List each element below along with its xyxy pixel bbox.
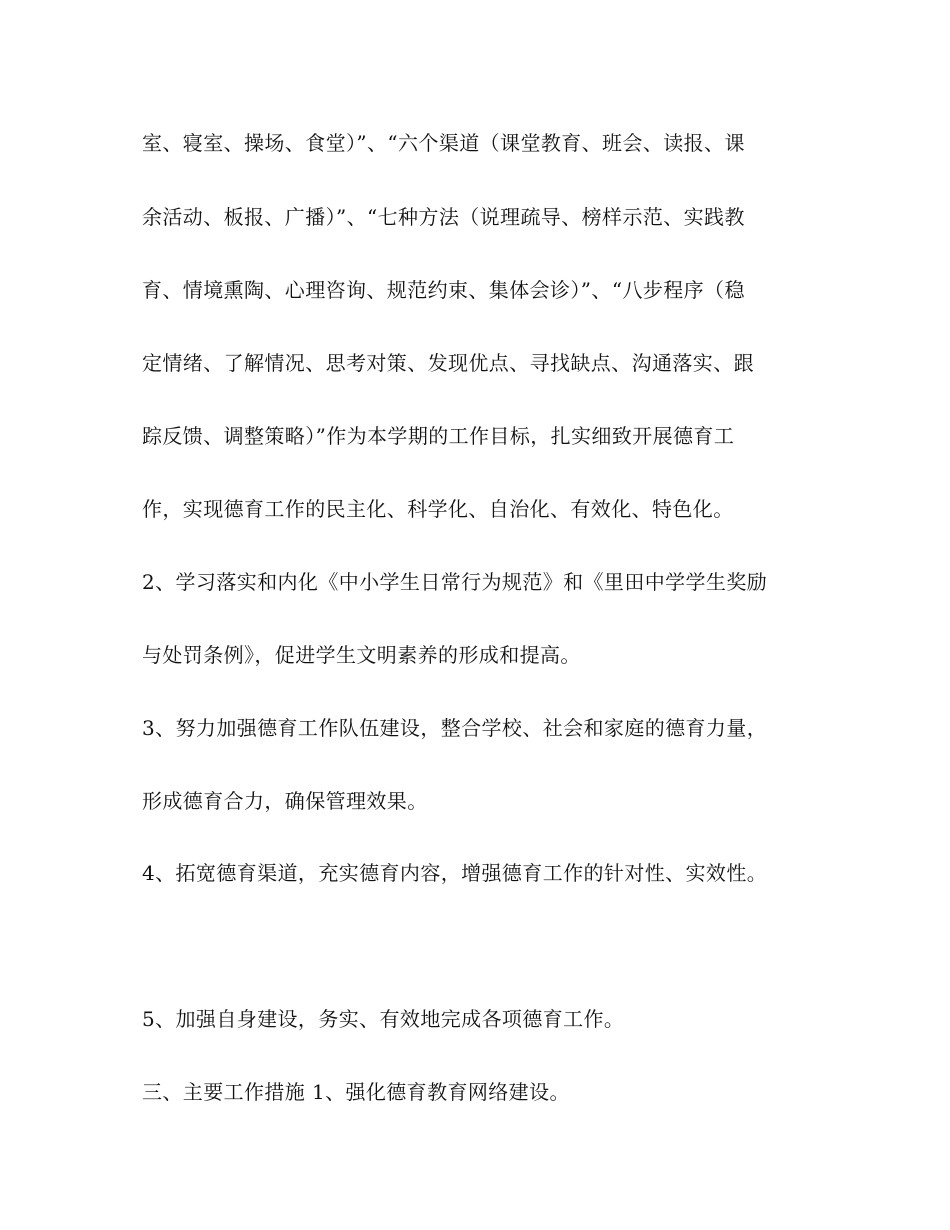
text-line-10: 形成德育合力，确保管理效果。 xyxy=(142,789,428,813)
text-line-1: 室、寝室、操场、食堂）”、“六个渠道（课堂教育、班会、读报、课 xyxy=(142,131,745,155)
text-line-12: 5、加强自身建设，务实、有效地完成各项德育工作。 xyxy=(142,1007,625,1031)
text-line-7: 2、学习落实和内化《中小学生日常行为规范》和《里田中学学生奖励 xyxy=(142,570,768,594)
text-line-9: 3、努力加强德育工作队伍建设，整合学校、社会和家庭的德育力量， xyxy=(142,716,768,740)
text-line-5: 踪反馈、调整策略）”作为本学期的工作目标，扎实细致开展德育工 xyxy=(142,424,735,448)
text-line-8: 与处罚条例》，促进学生文明素养的形成和提高。 xyxy=(142,643,581,667)
text-line-3: 育、情境熏陶、心理咨询、规范约束、集体会诊）”、“八步程序（稳 xyxy=(142,278,745,302)
text-line-2: 余活动、板报、广播）”、“七种方法（说理疏导、榜样示范、实践教 xyxy=(142,205,745,229)
text-line-13: 三、主要工作措施 1、强化德育教育网络建设。 xyxy=(142,1080,570,1104)
text-line-11: 4、拓宽德育渠道，充实德育内容，增强德育工作的针对性、实效性。 xyxy=(142,861,768,885)
text-line-6: 作，实现德育工作的民主化、科学化、自治化、有效化、特色化。 xyxy=(142,497,734,521)
text-line-4: 定情绪、了解情况、思考对策、发现优点、寻找缺点、沟通落实、跟 xyxy=(142,351,754,375)
